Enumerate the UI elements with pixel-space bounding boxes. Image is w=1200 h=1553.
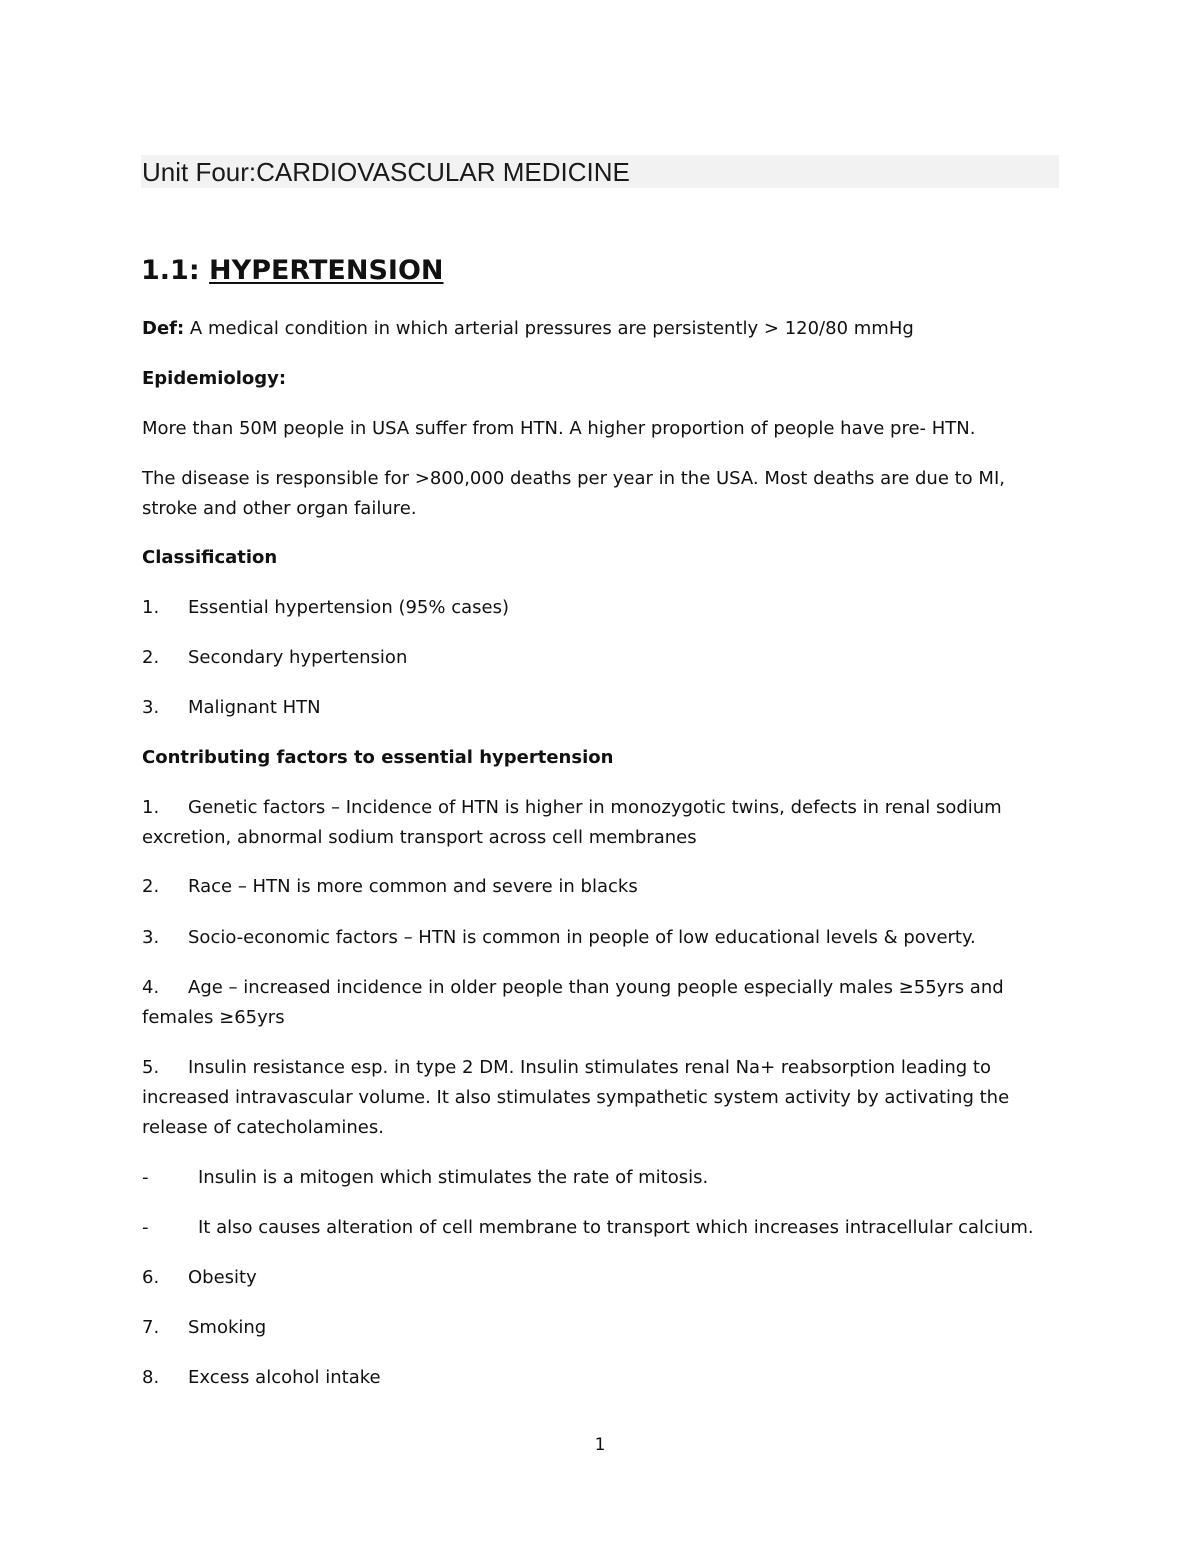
classification-item-2 bbox=[142, 643, 407, 673]
list-number: 5. bbox=[142, 1057, 160, 1078]
contributing-item-8 bbox=[142, 1363, 381, 1393]
section-number: 1.1: bbox=[141, 255, 200, 286]
contributing-item-7 bbox=[142, 1313, 266, 1343]
contributing-heading: Contributing factors to essential hypertension bbox=[142, 747, 614, 768]
epidemiology-paragraph-1: More than 50M people in USA suffer from HTN. A higher proportion of people have pre- HTN. bbox=[142, 418, 976, 439]
list-text: Essential hypertension (95% cases) bbox=[188, 597, 509, 618]
list-text: Smoking bbox=[188, 1317, 267, 1338]
list-text: Race – HTN is more common and severe in blacks bbox=[188, 876, 638, 897]
list-number: 3. bbox=[142, 927, 160, 948]
list-text: Genetic factors – Incidence of HTN is higher in monozygotic twins, defects in renal sodium excretion, abnormal sodium transport across cell membranes bbox=[142, 797, 1002, 848]
classification-heading: Classification bbox=[142, 547, 278, 568]
definition-text: A medical condition in which arterial pressures are persistently > 120/80 mmHg bbox=[189, 318, 914, 339]
list-number: 4. bbox=[142, 977, 160, 998]
classification-item-3 bbox=[142, 693, 321, 723]
unit-title: Unit Four:CARDIOVASCULAR MEDICINE bbox=[142, 157, 630, 187]
contributing-item-1 bbox=[142, 793, 1060, 853]
list-text: Excess alcohol intake bbox=[188, 1367, 381, 1388]
page-number: 1 bbox=[594, 1435, 606, 1455]
list-text: Secondary hypertension bbox=[188, 647, 408, 668]
definition-label: Def: bbox=[142, 318, 185, 339]
list-text: Malignant HTN bbox=[188, 697, 321, 718]
section-title: HYPERTENSION bbox=[209, 255, 444, 286]
contributing-sub-item-2 bbox=[142, 1213, 1034, 1243]
contributing-item-4 bbox=[142, 973, 1060, 1033]
list-number: 2. bbox=[142, 647, 160, 668]
list-text: Insulin resistance esp. in type 2 DM. Insulin stimulates renal Na+ reabsorption leading to increased intravascular volume. It also stimulates sympathetic system activity by activating the release of catecholamines. bbox=[142, 1057, 1010, 1138]
list-text: Socio-economic factors – HTN is common in people of low educational levels & poverty. bbox=[188, 927, 976, 948]
section-heading bbox=[141, 254, 444, 288]
list-text: Obesity bbox=[188, 1267, 257, 1288]
contributing-item-3 bbox=[142, 923, 976, 953]
contributing-item-6 bbox=[142, 1263, 257, 1293]
list-marker: - bbox=[142, 1167, 149, 1188]
list-number: 2. bbox=[142, 876, 160, 897]
list-marker: - bbox=[142, 1217, 149, 1238]
list-text: Age – increased incidence in older people than young people especially males ≥55yrs and females ≥65yrs bbox=[142, 977, 1004, 1028]
definition-paragraph bbox=[142, 314, 914, 344]
list-number: 1. bbox=[142, 797, 160, 818]
list-text: Insulin is a mitogen which stimulates the rate of mitosis. bbox=[198, 1167, 709, 1188]
list-number: 7. bbox=[142, 1317, 160, 1338]
classification-item-1 bbox=[142, 593, 509, 623]
contributing-sub-item-1 bbox=[142, 1163, 708, 1193]
epidemiology-paragraph-2: The disease is responsible for >800,000 deaths per year in the USA. Most deaths are due to MI, stroke and other organ failure. bbox=[142, 468, 1005, 519]
epidemiology-heading: Epidemiology: bbox=[142, 368, 287, 389]
list-number: 1. bbox=[142, 597, 160, 618]
list-number: 3. bbox=[142, 697, 160, 718]
contributing-item-2 bbox=[142, 872, 638, 902]
list-text: It also causes alteration of cell membrane to transport which increases intracellular calcium. bbox=[198, 1217, 1034, 1238]
list-number: 8. bbox=[142, 1367, 160, 1388]
contributing-item-5 bbox=[142, 1053, 1060, 1143]
list-number: 6. bbox=[142, 1267, 160, 1288]
